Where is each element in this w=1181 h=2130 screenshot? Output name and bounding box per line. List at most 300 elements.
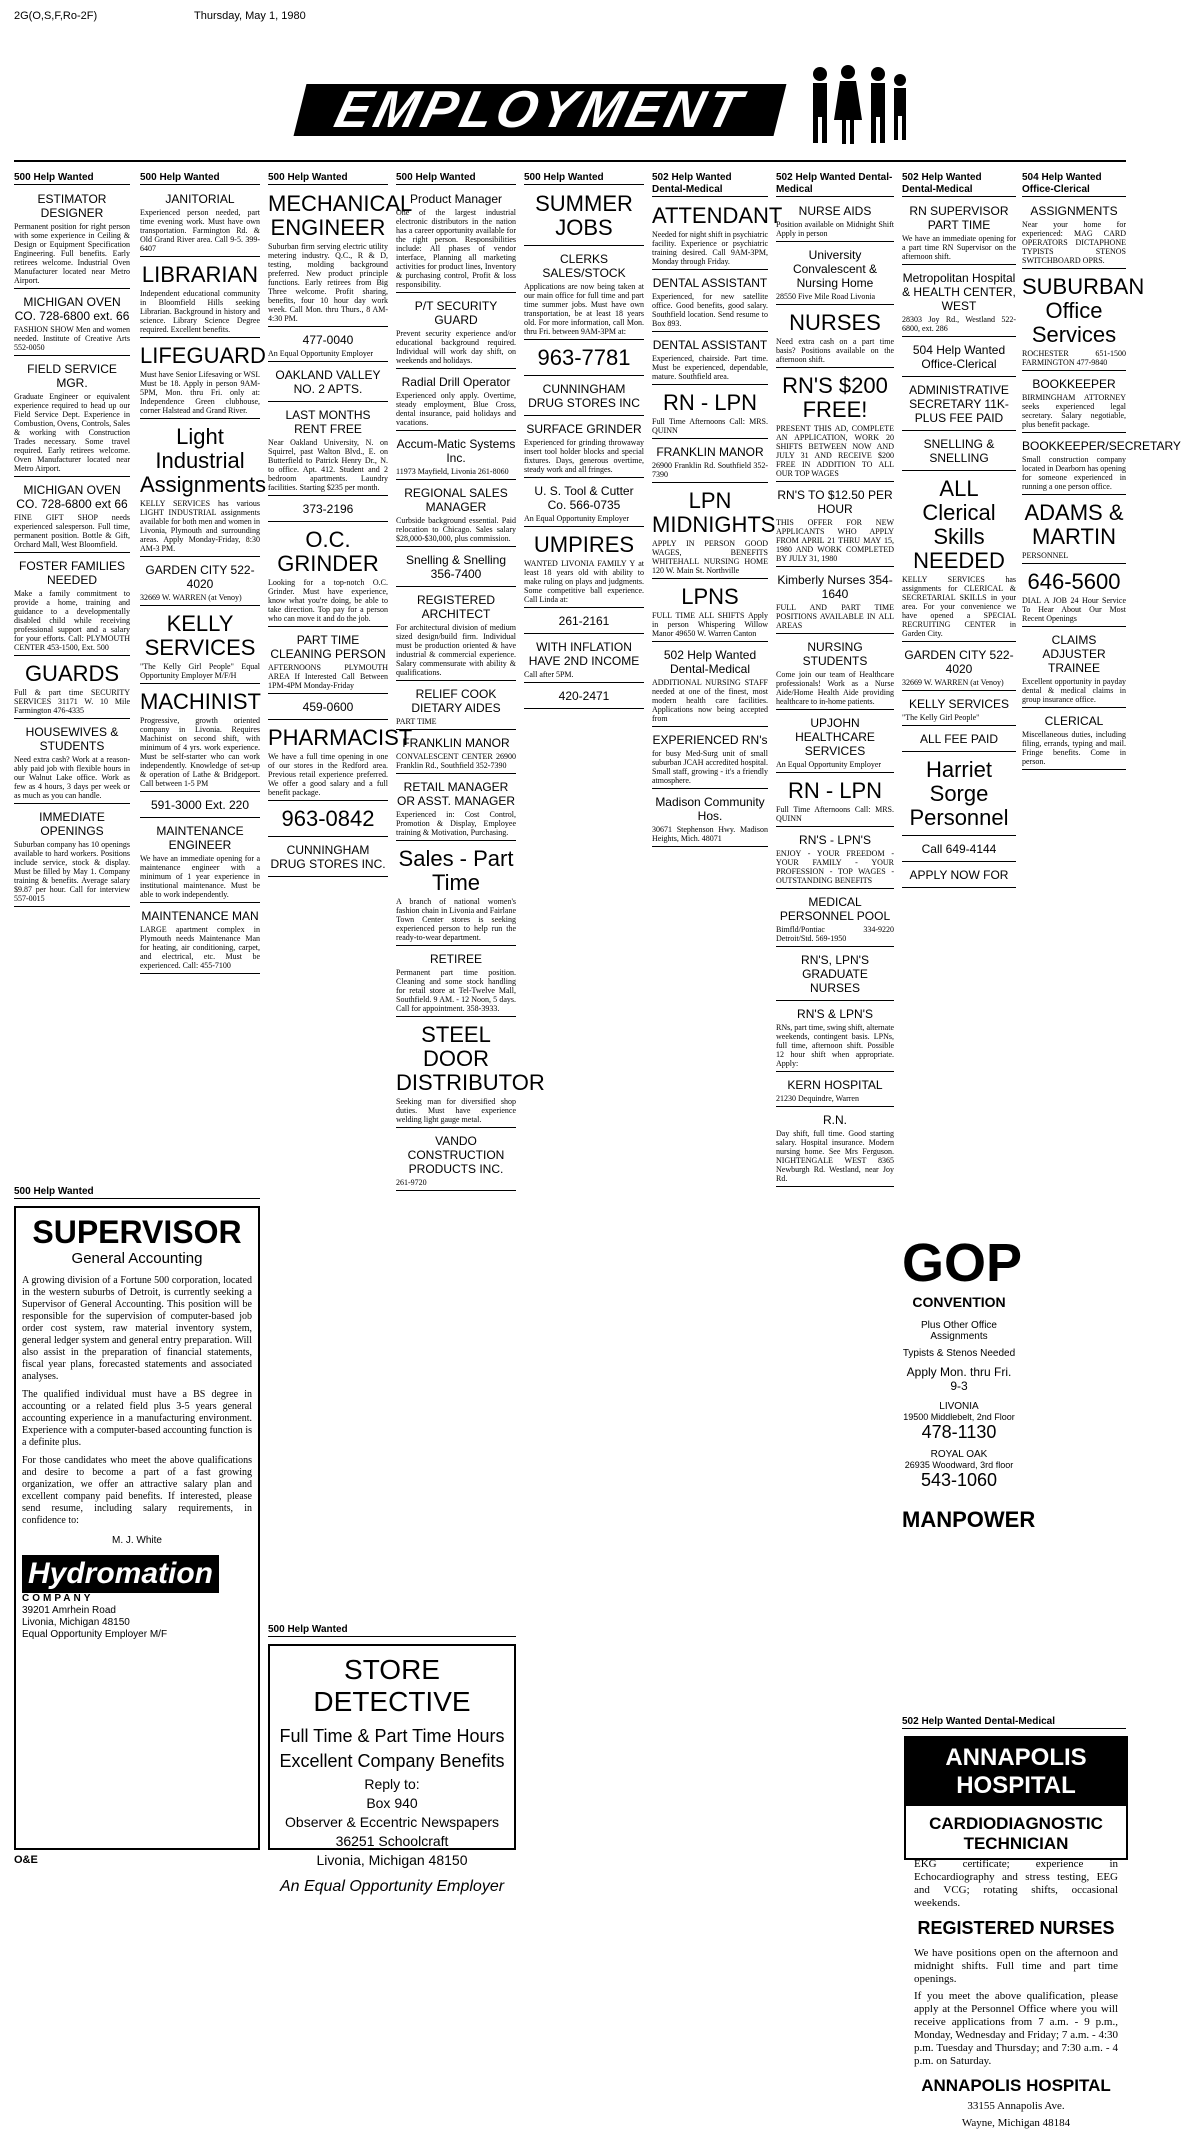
- store-eoe: An Equal Opportunity Employer: [279, 1878, 505, 1895]
- classified-ad: [524, 480, 644, 527]
- ad-body: Progressive, growth oriented company in Livonia. Requires Machinist on second shift, with minimum of 4 yrs. work experience. Must be self-starter who can work independently. Knowledge of set-up & operation of Lathe & Bridgeport. Call between 1-5 PM: [140, 716, 260, 788]
- gop-line3: Apply Mon. thru Fri. 9-3: [906, 1365, 1012, 1393]
- classified-ad: [396, 295, 516, 369]
- classified-ad: [776, 829, 894, 889]
- hydromation-logo: Hydromation: [22, 1555, 219, 1593]
- ad-title: LIFEGUARD: [140, 343, 266, 368]
- column-header: 500 Help Wanted: [14, 172, 130, 185]
- classified-ad: [776, 712, 894, 773]
- classified-ad: [652, 200, 783, 270]
- ad-title: FOSTER FAMILIES NEEDED: [18, 559, 126, 587]
- ad-title: 504 Help Wanted Office-Clerical: [912, 343, 1006, 371]
- store-addr: 36251 Schoolcraft: [335, 1833, 449, 1849]
- classified-ad: [776, 370, 894, 482]
- ad-body: Need extra cash on a part time basis? Positions available on the afternoon shift.: [776, 337, 894, 364]
- classified-ad: [14, 479, 130, 553]
- classified-ad: [776, 484, 894, 567]
- ad-title: REGIONAL SALES MANAGER: [404, 486, 508, 514]
- classified-ad: [902, 433, 1016, 471]
- annapolis-body-3: If you meet the above qualification, please apply at the Personnel Office where you will receive applications from 7 a.m. - 9 p.m., Monday, Wednesday and Friday; 7 a.m. - 4:30 p.m. Tuesday and Thursday; and 7:30 a.m. - 4 p.m. on Saturday.: [914, 1990, 1118, 2067]
- ad-body: Prevent security experience and/or educational background required. Individual will work day shift, on weekends and holidays.: [396, 329, 516, 365]
- store-paper: Observer & Eccentric Newspapers: [285, 1814, 499, 1830]
- ad-title: University Convalescent & Nursing Home: [792, 248, 878, 290]
- ad-body: A branch of national women's fashion chain in Livonia and Fairlane Town Center stores is seeking experienced person to help run the ready-to-wear department.: [396, 897, 516, 942]
- ad-title: ALL Clerical Skills NEEDED: [913, 476, 1005, 573]
- store-line-3: Reply to:: [364, 1776, 420, 1792]
- annapolis-body-1: EKG certificate; experience in Echocardiography and stress testing, EEG and VCG; rotating shifts, occasional weekends.: [914, 1858, 1118, 1909]
- classified-ad: [652, 272, 768, 332]
- classified-ad: [396, 948, 516, 1017]
- folio-code: 2G(O,S,F,Ro-2F): [14, 10, 98, 22]
- column-header: 500 Help Wanted: [268, 172, 388, 185]
- ad-title: ASSIGNMENTS: [1030, 204, 1118, 218]
- ad-title: FRANKLIN MANOR: [656, 445, 764, 459]
- ad-body: WANTED LIVONIA FAMILY Y at least 18 years old with ability to make ruling on plays and judgments. Some competitive ball experience. Call Linda at:: [524, 559, 644, 604]
- ad-title: RN SUPERVISOR PART TIME: [909, 204, 1009, 232]
- ad-title: 646-5600: [1027, 569, 1121, 594]
- column-header: 500 Help Wanted: [140, 172, 260, 185]
- ad-title: RN'S, LPN'S GRADUATE NURSES: [801, 953, 869, 995]
- classified-ad: [776, 244, 894, 305]
- supervisor-eoe: Equal Opportunity Employer M/F: [22, 1629, 168, 1640]
- ad-body: Experienced only apply. Overtime, steady employment, Blue Cross, dental insurance, paid holidays and vacations.: [396, 391, 516, 427]
- ad-title: LIBRARIAN: [141, 262, 259, 287]
- classified-ad: [902, 728, 1016, 752]
- classified-ad: [776, 200, 894, 242]
- ad-title: KERN HOSPITAL: [787, 1078, 883, 1092]
- ad-title: CLERKS SALES/STOCK: [542, 252, 626, 280]
- column-header: 502 Help Wanted Dental-Medical: [902, 172, 1016, 197]
- ad-title: 963-7781: [537, 345, 631, 370]
- classified-ad: [524, 418, 644, 478]
- column-7: [776, 172, 894, 1864]
- ad-title: SUBURBAN Office Services: [1022, 274, 1145, 347]
- ad-title: SURFACE GRINDER: [526, 422, 642, 436]
- classified-ad: [268, 696, 388, 720]
- ad-body: Experienced person needed, part time evening work. Must have own transportation. Farmington Rd. & Old Grand River area. Call 9-5. 399-6407: [140, 208, 260, 253]
- classified-ad: [268, 524, 388, 627]
- ad-body: 11973 Mayfield, Livonia 261-8060: [396, 467, 509, 476]
- classified-ad: [140, 421, 266, 557]
- classified-ad: [396, 482, 516, 547]
- classified-ad: [268, 839, 388, 877]
- ad-body: "The Kelly Girl People": [902, 713, 980, 722]
- ad-body: ROCHESTER 651-1500 FARMINGTON 477-9840: [1022, 349, 1126, 367]
- column-header: 500 Help Wanted: [524, 172, 644, 185]
- ad-title: IMMEDIATE OPENINGS: [39, 810, 105, 838]
- ad-title: DENTAL ASSISTANT: [652, 276, 768, 290]
- ad-title: KELLY SERVICES: [908, 697, 1010, 711]
- classified-ad: [140, 905, 260, 974]
- ad-body: Looking for a top-notch O.C. Grinder. Must have experience, know what you're doing, be able to take direction. Top pay for a person who can move it and do the job.: [268, 578, 388, 623]
- ad-body: Make a family commitment to provide a home, training and guidance to a developmentally disabled child while receiving professional support and a salary for your efforts. Call: PLYMOUTH CENTER 453-1500, Ext. 500: [14, 589, 130, 652]
- classified-ad: [902, 864, 1016, 888]
- classified-ad: [268, 404, 388, 496]
- ad-title: MECHANICAL ENGINEER: [268, 191, 413, 240]
- ad-title: Radial Drill Operator: [401, 375, 511, 389]
- ad-title: CLERICAL: [1044, 714, 1104, 728]
- annapolis-ad: [904, 1736, 1128, 2129]
- classified-ad: [1022, 200, 1126, 269]
- classified-ad: [396, 433, 516, 480]
- ad-title: Kimberly Nurses 354-1640: [777, 573, 893, 601]
- classified-ad: [14, 358, 130, 477]
- classified-ad: [776, 949, 894, 1001]
- classified-ad: [652, 729, 768, 789]
- ad-title: Madison Community Hos.: [655, 795, 765, 823]
- ad-body: Experienced in: Cost Control, Promotion & Display, Employee training & Motivation, Purchasing.: [396, 810, 516, 837]
- classified-ad: [268, 188, 413, 327]
- ad-title: NURSES: [789, 310, 881, 335]
- ad-title: JANITORIAL: [165, 192, 235, 206]
- ad-body: For architectural division of medium sized design/build firm. Individual must be production oriented & have industrial & commercial experience. Salary commensurate with ability & qualifications.: [396, 623, 516, 677]
- classified-ad: [1022, 373, 1126, 433]
- ad-title: 261-2161: [558, 614, 610, 628]
- classified-ad: [14, 658, 130, 719]
- ad-body: An Equal Opportunity Employer: [268, 349, 374, 358]
- ad-title: 502 Help Wanted Dental-Medical: [663, 648, 757, 676]
- ad-body: Miscellaneous duties, including filing, errands, typing and mail. Fringe benefits. Come in person.: [1022, 730, 1126, 766]
- annapolis-city: Wayne, Michigan 48184: [961, 2117, 1071, 2129]
- classified-ad: [268, 364, 388, 402]
- ad-title: RN'S $200 FREE!: [782, 373, 888, 422]
- ad-title: PHARMACIST: [268, 725, 413, 750]
- classified-ad: [524, 378, 644, 416]
- ad-body: Needed for night shift in psychiatric facility. Experience or psychiatric training desired. Call 9AM-3PM, Monday through Friday.: [652, 230, 768, 266]
- ad-title: RN'S - LPN'S: [799, 833, 871, 847]
- classified-ad: [524, 636, 644, 683]
- classified-ad: [140, 608, 260, 684]
- classified-ad: [140, 340, 266, 419]
- classified-ad: [396, 776, 516, 841]
- ad-title: Metropolitan Hospital & HEALTH CENTER, WEST: [902, 271, 1016, 313]
- gop-line1: Plus Other Office Assignments: [921, 1320, 997, 1342]
- ad-body: Near Oakland University, N. on Squirrel, past Walton Blvd., E. on Butterfield to Patrick Henry Dr., N. to office. Apt. 412. Student and 2 bedroom apartments. Laundry facilities. Starting $235 per month.: [268, 438, 388, 492]
- ad-body: Experienced for grinding throwaway insert tool holder blocks and special fixtures. Days, generous overtime, steady work and all fringes.: [524, 438, 644, 474]
- ad-title: MEDICAL PERSONNEL POOL: [779, 895, 891, 923]
- gop-ad: [902, 1232, 1036, 1702]
- ad-title: EXPERIENCED RN's: [652, 733, 768, 747]
- annapolis-sub: CARDIODIAGNOSTIC TECHNICIAN: [929, 1814, 1103, 1853]
- classified-ad: [14, 555, 130, 656]
- ad-body: Seeking man for diversified shop duties. Must have experience welding light gauge metal.: [396, 1097, 516, 1124]
- ad-title: NURSING STUDENTS: [802, 640, 868, 668]
- ad-title: 963-0842: [281, 806, 375, 831]
- ad-title: RN'S TO $12.50 PER HOUR: [777, 488, 893, 516]
- column-header: 500 Help Wanted: [268, 1624, 516, 1637]
- ad-body: An Equal Opportunity Employer: [524, 514, 630, 523]
- ad-title: CUNNINGHAM DRUG STORES INC.: [270, 843, 386, 871]
- ad-body: ENJOY - YOUR FREEDOM - YOUR FAMILY - YOUR PROFESSION - TOP WAGES - OUTSTANDING BENEFITS: [776, 849, 894, 885]
- ad-body: Suburban firm serving electric utility metering industry. Q.C., R & D, testing, molding background preferred. New product principle functions. Early retirees from Big Three welcome. Profit sharing, benefits, four 10 hour day work week. Call Mon. thru Thurs., 8 AM-4:30 PM.: [268, 242, 388, 323]
- ad-body: Full Time Afternoons Call: MRS. QUINN: [776, 805, 894, 823]
- classified-ad: [776, 775, 894, 827]
- classified-ad: [902, 473, 1016, 642]
- ad-body: 30671 Stephenson Hwy. Madison Heights, Mich. 48071: [652, 825, 768, 843]
- ad-body: FULL AND PART TIME POSITIONS AVAILABLE IN ALL AREAS: [776, 603, 894, 630]
- ad-title: MAINTENANCE MAN: [141, 909, 259, 923]
- ad-title: SUMMER JOBS: [535, 191, 633, 240]
- ad-body: RNs, part time, swing shift, alternate weekends, contingent basis. LPNs, full time, afternoon shift. Possible 12 hour shift when appropriate. Apply:: [776, 1023, 894, 1068]
- classified-ad: [902, 267, 1016, 337]
- classified-ad: [1022, 710, 1126, 770]
- ad-body: AFTERNOONS PLYMOUTH AREA If Interested Call Between 1PM-4PM Monday-Friday: [268, 663, 388, 690]
- classified-ad: [396, 371, 516, 431]
- classified-ad: [396, 732, 516, 774]
- classified-ad: [902, 379, 1016, 431]
- ad-title: ADMINISTRATIVE SECRETARY 11K-PLUS FEE PAID: [909, 383, 1009, 425]
- store-line-2: Excellent Company Benefits: [279, 1751, 505, 1771]
- ad-body: for busy Med-Surg unit of small suburban JCAH accredited hospital. Small staff, growing - it's a friendly atmosphere.: [652, 749, 768, 785]
- classified-ad: [1022, 566, 1126, 627]
- column-header: 502 Help Wanted Dental-Medical: [776, 172, 893, 195]
- masthead: [300, 62, 920, 146]
- classified-ad: [524, 342, 644, 376]
- classified-ad: [396, 188, 516, 293]
- ad-title: Snelling & Snelling 356-7400: [405, 553, 507, 581]
- classified-ad: [776, 636, 894, 710]
- classified-ad: [524, 248, 644, 340]
- classified-ad: [902, 339, 1016, 377]
- gop-addr2: 26935 Woodward, 3rd floor: [904, 1460, 1014, 1470]
- ad-title: GARDEN CITY 522-4020: [904, 648, 1014, 676]
- ad-title: MICHIGAN OVEN CO. 728-6800 ext. 66: [14, 295, 130, 323]
- ad-title: SNELLING & SNELLING: [923, 437, 995, 465]
- annapolis-title: ANNAPOLIS HOSPITAL: [906, 1738, 1126, 1806]
- classified-ad: [14, 806, 130, 907]
- ad-body: 32669 W. WARREN (at Venoy): [140, 593, 242, 602]
- ad-body: 21230 Dequindre, Warren: [776, 1094, 859, 1103]
- ad-body: Applications are now being taken at our main office for full time and part time summer jobs. Must have own transportation, be at least 18 years old. For more information, call Mon. thru Fri. between 9AM-3PM at:: [524, 282, 644, 336]
- ad-title: BOOKKEEPER: [1032, 377, 1116, 391]
- classified-ad: [396, 549, 516, 587]
- ad-title: R.N.: [823, 1113, 847, 1127]
- supervisor-company: COMPANY: [22, 1593, 94, 1604]
- supervisor-body-2: The qualified individual must have a BS degree in accounting or a related field plus 3-5 years general accounting experience in a manufacturing environment. Experience with a computer-based accounting function is a definite plus.: [22, 1389, 252, 1448]
- masthead-title: EMPLOYMENT: [294, 84, 787, 136]
- ad-title: REGISTERED ARCHITECT: [416, 593, 495, 621]
- ad-body: FINE GIFT SHOP needs experienced salesperson. Full time, permanent position. Bottle & Gift, Orchard Mall, West Bloomfield.: [14, 513, 130, 549]
- store-line-1: Full Time & Part Time Hours: [279, 1726, 505, 1746]
- ad-title: 459-0600: [302, 700, 354, 714]
- ad-title: APPLY NOW FOR: [909, 868, 1009, 882]
- classified-ad: [652, 581, 768, 642]
- ad-title: NURSE AIDS: [798, 204, 872, 218]
- ad-body: ADDITIONAL NURSING STAFF needed at one of the finest, most modern health care facilities. Applications now being accepted from: [652, 678, 768, 723]
- ad-title: KELLY SERVICES: [144, 611, 256, 660]
- ad-title: STEEL DOOR DISTRIBUTOR: [396, 1022, 545, 1095]
- ad-body: We have an immediate opening for a part time RN Supervisor on the afternoon shift.: [902, 234, 1016, 261]
- ad-title: PART TIME CLEANING PERSON: [270, 633, 386, 661]
- ad-title: FRANKLIN MANOR: [402, 736, 510, 750]
- classified-ad: [524, 529, 644, 608]
- ad-body: Excellent opportunity in payday dental & medical claims in group insurance office.: [1022, 677, 1126, 704]
- gop-addr1: 19500 Middlebelt, 2nd Floor: [903, 1412, 1015, 1422]
- classified-ad: [396, 589, 516, 681]
- top-rule: [14, 160, 1126, 162]
- ad-body: DIAL A JOB 24 Hour Service To Hear About Our Most Recent Openings: [1022, 596, 1126, 623]
- classified-ad: [268, 329, 388, 362]
- ad-title: Product Manager: [409, 192, 503, 206]
- classified-ad: [14, 188, 130, 289]
- annapolis-name: ANNAPOLIS HOSPITAL: [921, 2076, 1111, 2095]
- ad-title: WITH INFLATION HAVE 2ND INCOME: [528, 640, 640, 668]
- classified-ad: [776, 1109, 894, 1187]
- ad-body: Full & part time SECURITY SERVICES 31171 W. 10 Mile Farmington 476-4335: [14, 688, 130, 715]
- ad-title: CUNNINGHAM DRUG STORES INC: [528, 382, 640, 410]
- ad-title: Call 649-4144: [921, 842, 997, 856]
- ad-title: RETAIL MANAGER OR ASST. MANAGER: [396, 780, 516, 808]
- ad-body: KELLY SERVICES has assignments for CLERICAL & SECRETARIAL SKILLS in your area. For your convenience we have opened a SPECIAL RECRUITING CENTER in Garden City.: [902, 575, 1016, 638]
- gop-word: GOP: [902, 1233, 1023, 1293]
- classified-ad: [652, 334, 768, 385]
- ad-title: ESTIMATOR DESIGNER: [37, 192, 107, 220]
- classified-ad: [268, 498, 388, 522]
- annapolis-section-2: REGISTERED NURSES: [917, 1918, 1115, 1938]
- ad-body: Small construction company located in Dearborn has opening for someone experienced in running a one person office.: [1022, 455, 1126, 491]
- classified-ad: [140, 259, 260, 338]
- ad-body: Permanent part time position. Cleaning and some stock handling for retail store at Tel-Twelve Mall, Southfield. 9 AM. - 12 Noon, 5 days. Call for appointment. 358-3933.: [396, 968, 516, 1013]
- classified-ad: [396, 1019, 545, 1128]
- classified-ad: [524, 610, 644, 634]
- ad-title: MAINTENANCE ENGINEER: [156, 824, 244, 852]
- ad-body: PRESENT THIS AD, COMPLETE AN APPLICATION, WORK 20 SHIFTS BETWEEN NOW AND JULY 31 AND RECEIVE $200 FREE IN ADDITION TO ALL OUR TOP WAGES: [776, 424, 894, 478]
- ad-title: CLAIMS ADJUSTER TRAINEE: [1042, 633, 1106, 675]
- ad-title: O.C. GRINDER: [277, 527, 379, 576]
- ad-body: KELLY SERVICES has various LIGHT INDUSTRIAL assignments available for both men and women in Livonia, Plymouth and surrounding areas. Apply Monday-Friday, 8:30 AM-3 PM.: [140, 499, 260, 553]
- ad-title: ALL FEE PAID: [919, 732, 999, 746]
- ad-body: PERSONNEL: [1022, 551, 1069, 560]
- store-city: Livonia, Michigan 48150: [316, 1852, 468, 1868]
- ad-title: ADAMS & MARTIN: [1024, 500, 1124, 549]
- classified-ad: [902, 200, 1016, 265]
- annapolis-header-wrap: [902, 1716, 1126, 1730]
- ad-body: 26900 Franklin Rd. Southfield 352-7390: [652, 461, 768, 479]
- ad-title: DENTAL ASSISTANT: [652, 338, 768, 352]
- annapolis-addr: 33155 Annapolis Ave.: [967, 2100, 1065, 2112]
- ad-title: MACHINIST: [140, 689, 261, 714]
- classified-ad: [396, 683, 516, 730]
- classified-ad: [652, 644, 768, 727]
- ad-title: FIELD SERVICE MGR.: [27, 362, 117, 390]
- store-title: STORE DETECTIVE: [313, 1654, 471, 1717]
- ad-body: BIRMINGHAM ATTORNEY seeks experienced legal secretary. Salary negotiable, plus benefit package.: [1022, 393, 1126, 429]
- gop-line2: Typists & Stenos Needed: [902, 1348, 1016, 1359]
- classified-ad: [902, 754, 1016, 836]
- ad-body: Call after 5PM.: [524, 670, 574, 679]
- supervisor-subtitle: General Accounting: [71, 1250, 203, 1267]
- gop-city2: ROYAL OAK: [930, 1449, 988, 1460]
- ad-title: Light Industrial Assignments: [140, 424, 266, 497]
- ad-body: Bimfld/Pontiac 334-9220 Detroit/Std. 569-1950: [776, 925, 894, 943]
- gop-city1: LIVONIA: [939, 1401, 979, 1412]
- column-2: [140, 172, 266, 1382]
- classified-ad: [902, 838, 1016, 862]
- ad-title: Harriet Sorge Personnel: [909, 757, 1009, 830]
- gop-phone1: 478-1130: [921, 1422, 997, 1442]
- column-header: 500 Help Wanted: [14, 1186, 260, 1199]
- ad-title: U. S. Tool & Cutter Co. 566-0735: [534, 484, 634, 512]
- classified-ad: [140, 794, 260, 818]
- ad-body: 28303 Joy Rd., Westland 522-6800, ext. 286: [902, 315, 1016, 333]
- column-1: [14, 172, 130, 1180]
- classified-ad: [902, 693, 1016, 726]
- classified-ad: [776, 569, 894, 634]
- supervisor-header-wrap: [14, 1186, 260, 1200]
- classified-ad: [524, 685, 644, 709]
- annapolis-body-2: We have positions open on the afternoon and midnight shifts. Full time and part time openings.: [914, 1947, 1118, 1985]
- classified-ad: [396, 843, 516, 946]
- ad-body: Experienced, chairside. Part time. Must be experienced, dependable, mature. Southfield area.: [652, 354, 768, 381]
- ad-body: Day shift, full time. Good starting salary. Hospital insurance. Modern nursing home. See Mrs Ferguson. NIGHTENGALE WEST 8365 Newburgh Rd. Westland, near Joy Rd.: [776, 1129, 894, 1183]
- classified-ad: [652, 441, 768, 483]
- supervisor-contact: M. J. White: [111, 1535, 162, 1546]
- ad-title: GUARDS: [24, 661, 120, 686]
- classified-ad: [902, 644, 1016, 691]
- ad-title: RN - LPN: [787, 778, 883, 803]
- classified-ad: [140, 820, 260, 903]
- classified-ad: [396, 1130, 516, 1191]
- ad-title: 373-2196: [302, 502, 354, 516]
- ad-title: BOOKKEEPER/SECRETARY: [1022, 439, 1181, 453]
- footer-mark: O&E: [14, 1854, 38, 1866]
- column-4: [396, 172, 545, 1610]
- classified-ad: [652, 387, 768, 439]
- classified-ad: [1022, 497, 1126, 564]
- column-6: [652, 172, 783, 1864]
- ad-body: Come join our team of Healthcare professionals! Work as a Nurse Aide/Home Health Aide providing healthcare to in-home patients.: [776, 670, 894, 706]
- ad-body: 32669 W. WARREN (at Venoy): [902, 678, 1004, 687]
- supervisor-ad: [14, 1206, 260, 1850]
- ad-body: Need extra cash? Work at a reason-ably paid job with flexible hours in our Walnut Lake office. Work as few as 4 hours, 3 days per week or as much as you can handle.: [14, 755, 130, 800]
- ad-title: RELIEF COOK DIETARY AIDES: [411, 687, 501, 715]
- ad-title: RN'S & LPN'S: [797, 1007, 873, 1021]
- column-9: [1022, 172, 1181, 1712]
- ad-body: Near your home for experienced: MAG CARD OPERATORS DICTAPHONE TYPISTS STENOS SWITCHBOARD OPRS.: [1022, 220, 1126, 265]
- ad-body: Position available on Midnight Shift Apply in person: [776, 220, 894, 238]
- ad-body: Experienced, for new satellite office. Good benefits, good salary. Southfield location. Send resume to Box 893.: [652, 292, 768, 328]
- ad-body: Independent educational community in Bloomfield Hills seeking Librarian. Background in history and science. Library Science Degree required. Excellent benefits.: [140, 289, 260, 334]
- supervisor-body-3: For those candidates who meet the above qualifications and desire to become a part of a fast growing organization, we offer an attractive salary plan and excellent company paid benefits. If interested, please send resume, including salary requirements, in confidence to:: [22, 1455, 252, 1526]
- column-header: 502 Help Wanted Dental-Medical: [652, 172, 768, 197]
- ad-body: APPLY IN PERSON GOOD WAGES, BENEFITS WHITEHALL NURSING HOME 120 W. Main St. Northville: [652, 539, 768, 575]
- store-box: Box 940: [366, 1795, 418, 1811]
- ad-body: THIS OFFER FOR NEW APPLICANTS WHO APPLY FROM APRIL 21 THRU MAY 15, 1980 AND WORK COMPLETED BY JULY 31, 1980: [776, 518, 894, 563]
- ad-body: Graduate Engineer or equivalent experience required to head up our Field Service Dept. Experience in Combustion, Ovens, Controls, Sales & working with Construction Trades necessary. Some travel required. Early retirees welcome. Oven Manufacturer located near Metro Airport.: [14, 392, 131, 473]
- classified-ad: [776, 1074, 894, 1107]
- supervisor-addr-2: Livonia, Michigan 48150: [22, 1617, 130, 1628]
- ad-title: Accum-Matic Systems Inc.: [396, 437, 516, 465]
- ad-body: PART TIME: [396, 717, 437, 726]
- ad-title: 420-2471: [558, 689, 610, 703]
- column-header: 504 Help Wanted Office-Clerical: [1022, 172, 1126, 197]
- ad-body: Suburban company has 10 openings available to hard workers. Positions include service, stock & display. Must be filled by May 1. Company training & benefits. Average salary $9.87 per hour. Call for interview 557-0015: [14, 840, 130, 903]
- ad-title: UPJOHN HEALTHCARE SERVICES: [795, 716, 875, 758]
- ad-body: Must have Senior Lifesaving or WSI. Must be 18. Apply in person 9AM-5PM, Mon. thru Fri. only at: Independence Green clubhouse, corner Halstead and Grand River.: [140, 370, 260, 415]
- ad-body: 261-9720: [396, 1178, 427, 1187]
- ad-title: UMPIRES: [533, 532, 635, 557]
- ad-title: GARDEN CITY 522-4020: [145, 563, 255, 591]
- ad-title: P/T SECURITY GUARD: [414, 299, 498, 327]
- supervisor-addr-1: 39201 Amrhein Road: [22, 1605, 116, 1616]
- column-header: 502 Help Wanted Dental-Medical: [902, 1716, 1126, 1729]
- classified-ad: [268, 629, 388, 694]
- store-detective-ad: [268, 1644, 516, 1895]
- classified-ad: [14, 721, 130, 804]
- ad-title: ATTENDANT: [652, 203, 783, 228]
- supervisor-title: SUPERVISOR: [32, 1214, 242, 1250]
- ad-title: VANDO CONSTRUCTION PRODUCTS INC.: [407, 1134, 505, 1176]
